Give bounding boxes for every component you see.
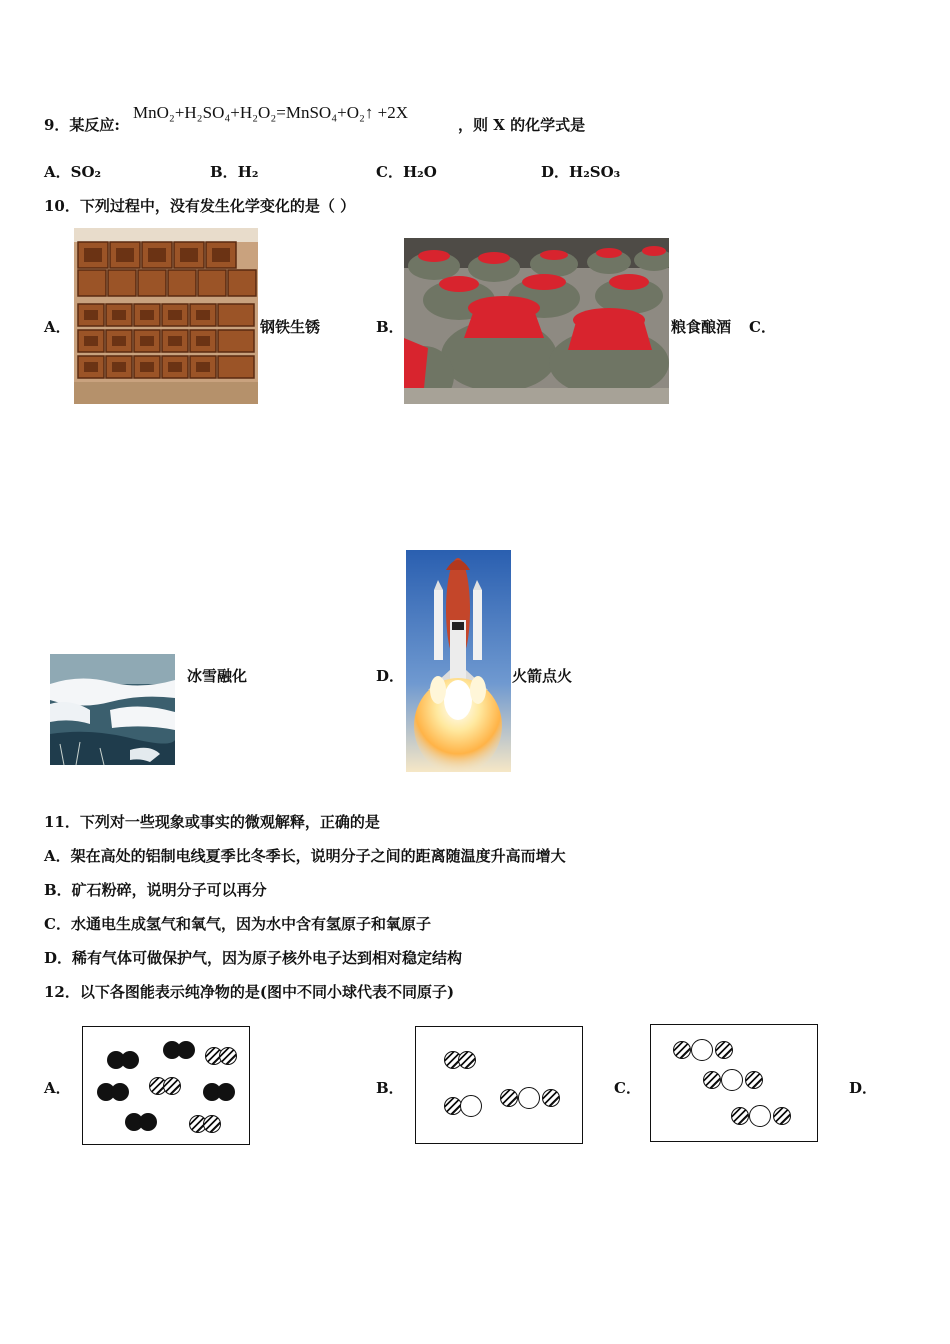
q9-option-letter: C． <box>376 163 403 181</box>
q9-option-letter: A． <box>44 163 71 181</box>
rocket-launch-image <box>406 550 511 772</box>
q12-stem: 12．以下各图能表示纯净物的是(图中不同小球代表不同原子) <box>44 983 455 1001</box>
q12-option-c-letter[interactable]: C． <box>614 1079 641 1097</box>
q9-option-c[interactable] <box>376 162 437 182</box>
q10-option-b-caption: 粮食酿酒 <box>671 318 732 336</box>
q9-option-text: H₂O <box>402 163 437 181</box>
q9-option-letter: B． <box>210 163 238 181</box>
q10-option-a-letter[interactable]: A． <box>44 318 71 336</box>
q10-option-b-letter[interactable]: B． <box>376 318 404 336</box>
q9-option-text: SO₂ <box>70 163 102 181</box>
q10-option-c-caption: 冰雪融化 <box>187 667 248 685</box>
q9-option-letter: D． <box>541 163 570 181</box>
q10-option-c-letter[interactable]: C． <box>749 318 776 336</box>
q12-option-d-letter[interactable]: D． <box>849 1079 878 1097</box>
q9-equation: MnO₂+H₂SO₄+H₂O₂=MnSO₄+O₂↑ +2X <box>133 103 409 122</box>
q12-diagram-c <box>650 1024 818 1142</box>
q9-suffix: ，则 X 的化学式是 <box>458 116 586 134</box>
q10-option-d-letter[interactable]: D． <box>376 667 405 685</box>
q12-diagram-a <box>82 1026 250 1145</box>
q9-option-text: H₂SO₃ <box>569 163 621 181</box>
q11-option-a[interactable]: A．架在高处的铝制电线夏季比冬季长，说明分子之间的距离随温度升高而增大 <box>44 847 566 865</box>
q11-option-c[interactable]: C．水通电生成氢气和氧气，因为水中含有氢原子和氧原子 <box>44 915 431 933</box>
wine-jars-image <box>404 238 669 404</box>
q11-stem: 11．下列对一些现象或事实的微观解释，正确的是 <box>44 813 380 831</box>
q9-option-a[interactable] <box>44 162 101 182</box>
q9-option-b[interactable] <box>210 162 258 182</box>
q9-option-d[interactable] <box>541 162 620 182</box>
q11-option-d[interactable]: D．稀有气体可做保护气，因为原子核外电子达到相对稳定结构 <box>44 949 463 967</box>
q9-option-text: H₂ <box>237 163 259 181</box>
q9-prefix: 9．某反应: <box>44 116 120 134</box>
q12-diagram-b <box>415 1026 583 1144</box>
q11-option-b[interactable]: B．矿石粉碎，说明分子可以再分 <box>44 881 267 899</box>
q10-option-a-caption: 钢铁生锈 <box>260 318 321 336</box>
q10-stem: 10．下列过程中，没有发生化学变化的是（ ） <box>44 197 356 215</box>
q10-option-d-caption: 火箭点火 <box>512 667 573 685</box>
q12-option-a-letter[interactable]: A． <box>44 1079 71 1097</box>
melting-snow-image <box>50 654 175 765</box>
q12-option-b-letter[interactable]: B． <box>376 1079 404 1097</box>
rusty-steel-image <box>74 228 258 404</box>
